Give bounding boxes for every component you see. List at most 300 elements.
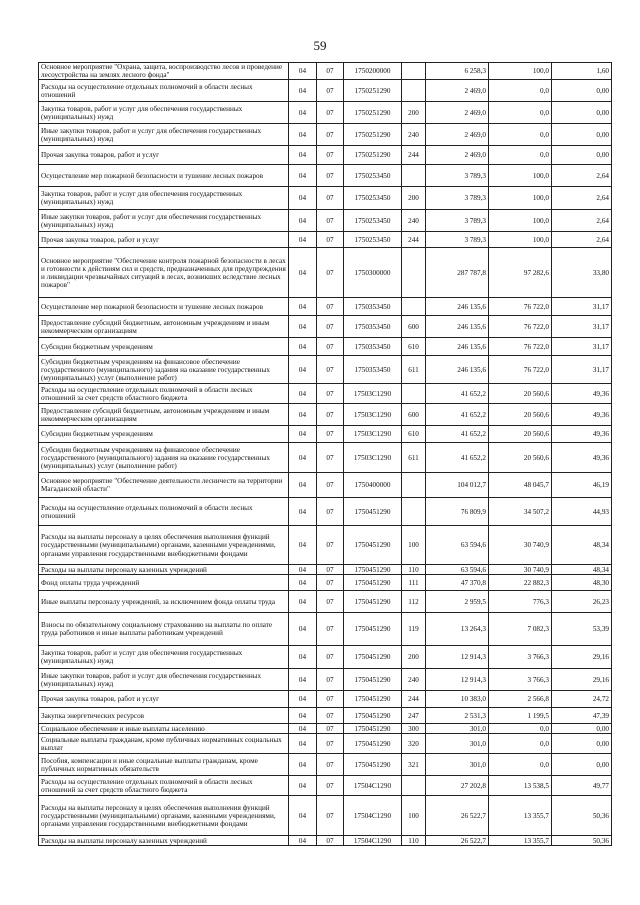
- row-section: 04: [289, 232, 317, 248]
- row-name: Прочая закупка товаров, работ и услуг: [39, 146, 289, 165]
- row-target-article: 17503С1290: [344, 404, 402, 426]
- row-planned-amount: 10 383,0: [426, 691, 489, 708]
- row-target-article: 1750353450: [344, 298, 402, 316]
- row-execution-percent: 31,17: [552, 316, 612, 338]
- row-expense-type: 100: [402, 796, 426, 836]
- row-target-article: 1750451290: [344, 613, 402, 646]
- row-planned-amount: 6 258,3: [426, 63, 489, 80]
- row-name: Субсидии бюджетным учреждениям: [39, 426, 289, 443]
- row-actual-amount: 100,0: [489, 210, 552, 232]
- row-actual-amount: 100,0: [489, 187, 552, 210]
- row-execution-percent: 1,60: [552, 63, 612, 80]
- table-row: [39, 724, 612, 734]
- row-actual-amount: 76 722,0: [489, 316, 552, 338]
- row-planned-amount: 2 469,0: [426, 124, 489, 146]
- row-expense-type: 240: [402, 124, 426, 146]
- row-name: Иные закупки товаров, работ и услуг для обеспечения государственных (муниципальных) нужд: [39, 210, 289, 232]
- row-execution-percent: 33,80: [552, 248, 612, 298]
- table-row: [39, 498, 612, 526]
- row-target-article: 1750451290: [344, 734, 402, 754]
- row-target-article: 17504С1290: [344, 796, 402, 836]
- row-actual-amount: 2 566,8: [489, 691, 552, 708]
- row-planned-amount: 41 652,2: [426, 384, 489, 404]
- row-subsection: 07: [317, 232, 344, 248]
- row-execution-percent: 0,00: [552, 124, 612, 146]
- row-name: Расходы на выплаты персоналу в целях обеспечения выполнения функций государственными (муниципальными) органами, казенными учреждениями, органами управления государственными внебюджетными фондами: [39, 526, 289, 565]
- row-execution-percent: 0,00: [552, 734, 612, 754]
- row-target-article: 1750253450: [344, 165, 402, 187]
- row-section: 04: [289, 575, 317, 591]
- row-subsection: 07: [317, 165, 344, 187]
- table-row: [39, 591, 612, 613]
- row-execution-percent: 49,36: [552, 404, 612, 426]
- row-name: Основное мероприятие "Обеспечение деятельности лесничеств на территории Магаданской области": [39, 473, 289, 498]
- row-planned-amount: 63 594,6: [426, 526, 489, 565]
- row-section: 04: [289, 384, 317, 404]
- row-execution-percent: 49,77: [552, 776, 612, 796]
- row-expense-type: [402, 776, 426, 796]
- row-actual-amount: 20 560,6: [489, 426, 552, 443]
- budget-table-body: [39, 63, 612, 846]
- row-target-article: 1750451290: [344, 691, 402, 708]
- row-name: Расходы на осуществление отдельных полномочий в области лесных отношений за счет средств областного бюджета: [39, 776, 289, 796]
- row-expense-type: 200: [402, 646, 426, 669]
- row-expense-type: 100: [402, 526, 426, 565]
- row-execution-percent: 48,34: [552, 565, 612, 575]
- row-section: 04: [289, 165, 317, 187]
- row-section: 04: [289, 298, 317, 316]
- row-section: 04: [289, 210, 317, 232]
- table-row: [39, 124, 612, 146]
- table-row: [39, 248, 612, 298]
- row-planned-amount: 47 370,8: [426, 575, 489, 591]
- table-row: [39, 165, 612, 187]
- row-subsection: 07: [317, 473, 344, 498]
- row-expense-type: [402, 80, 426, 102]
- row-execution-percent: 44,93: [552, 498, 612, 526]
- row-expense-type: [402, 473, 426, 498]
- row-planned-amount: 301,0: [426, 734, 489, 754]
- row-section: 04: [289, 498, 317, 526]
- row-actual-amount: 22 882,3: [489, 575, 552, 591]
- row-name: Взносы по обязательному социальному страхованию на выплаты по оплате труда работников и иные выплаты работникам учреждений: [39, 613, 289, 646]
- row-subsection: 07: [317, 124, 344, 146]
- row-planned-amount: 287 787,8: [426, 248, 489, 298]
- row-actual-amount: 100,0: [489, 232, 552, 248]
- row-actual-amount: 0,0: [489, 102, 552, 124]
- row-planned-amount: 13 264,3: [426, 613, 489, 646]
- row-planned-amount: 3 789,3: [426, 187, 489, 210]
- row-name: Расходы на выплаты персоналу казенных учреждений: [39, 565, 289, 575]
- row-target-article: 1750400000: [344, 473, 402, 498]
- row-execution-percent: 31,17: [552, 356, 612, 384]
- row-subsection: 07: [317, 80, 344, 102]
- row-planned-amount: 3 789,3: [426, 165, 489, 187]
- row-name: Расходы на осуществление отдельных полномочий в области лесных отношений за счет средств областного бюджета: [39, 384, 289, 404]
- table-row: [39, 404, 612, 426]
- row-subsection: 07: [317, 146, 344, 165]
- row-actual-amount: 0,0: [489, 754, 552, 776]
- row-expense-type: 600: [402, 316, 426, 338]
- row-execution-percent: 50,36: [552, 796, 612, 836]
- row-section: 04: [289, 754, 317, 776]
- row-section: 04: [289, 80, 317, 102]
- row-execution-percent: 2,64: [552, 165, 612, 187]
- row-execution-percent: 31,17: [552, 298, 612, 316]
- row-subsection: 07: [317, 102, 344, 124]
- row-name: Основное мероприятие "Обеспечение контроля пожарной безопасности в лесах и готовности к действиям сил и средств, предназначенных для предупреждения и ликвидации чрезвычайных ситуаций в лесах, возникших вследствие лесных пожаров": [39, 248, 289, 298]
- table-row: [39, 691, 612, 708]
- row-expense-type: 240: [402, 210, 426, 232]
- row-expense-type: 110: [402, 836, 426, 846]
- row-expense-type: [402, 165, 426, 187]
- row-name: Осуществление мер пожарной безопасности и тушение лесных пожаров: [39, 165, 289, 187]
- row-target-article: 1750451290: [344, 575, 402, 591]
- row-section: 04: [289, 338, 317, 356]
- row-actual-amount: 76 722,0: [489, 356, 552, 384]
- row-subsection: 07: [317, 669, 344, 691]
- table-row: [39, 187, 612, 210]
- row-actual-amount: 34 507,2: [489, 498, 552, 526]
- row-name: Социальное обеспечение и иные выплаты населению: [39, 724, 289, 734]
- row-execution-percent: 50,36: [552, 836, 612, 846]
- row-expense-type: 320: [402, 734, 426, 754]
- row-subsection: 07: [317, 187, 344, 210]
- row-expense-type: 119: [402, 613, 426, 646]
- row-actual-amount: 776,3: [489, 591, 552, 613]
- row-actual-amount: 20 560,6: [489, 404, 552, 426]
- row-section: 04: [289, 646, 317, 669]
- table-row: [39, 210, 612, 232]
- row-target-article: 17503С1290: [344, 384, 402, 404]
- table-row: [39, 646, 612, 669]
- row-subsection: 07: [317, 356, 344, 384]
- row-planned-amount: 301,0: [426, 754, 489, 776]
- row-section: 04: [289, 146, 317, 165]
- row-expense-type: 244: [402, 691, 426, 708]
- row-subsection: 07: [317, 426, 344, 443]
- row-section: 04: [289, 724, 317, 734]
- row-section: 04: [289, 669, 317, 691]
- row-target-article: 1750251290: [344, 102, 402, 124]
- row-execution-percent: 0,00: [552, 80, 612, 102]
- row-planned-amount: 2 469,0: [426, 146, 489, 165]
- row-expense-type: 112: [402, 591, 426, 613]
- row-actual-amount: 30 740,9: [489, 565, 552, 575]
- row-actual-amount: 13 538,5: [489, 776, 552, 796]
- row-planned-amount: 76 809,9: [426, 498, 489, 526]
- row-expense-type: 321: [402, 754, 426, 776]
- row-section: 04: [289, 102, 317, 124]
- row-subsection: 07: [317, 338, 344, 356]
- row-actual-amount: 48 045,7: [489, 473, 552, 498]
- row-actual-amount: 97 282,6: [489, 248, 552, 298]
- row-section: 04: [289, 187, 317, 210]
- row-name: Закупка товаров, работ и услуг для обеспечения государственных (муниципальных) нужд: [39, 102, 289, 124]
- row-execution-percent: 2,64: [552, 187, 612, 210]
- row-execution-percent: 53,39: [552, 613, 612, 646]
- row-planned-amount: 246 135,6: [426, 338, 489, 356]
- row-actual-amount: 0,0: [489, 734, 552, 754]
- row-section: 04: [289, 356, 317, 384]
- table-row: [39, 384, 612, 404]
- row-section: 04: [289, 776, 317, 796]
- row-planned-amount: 26 522,7: [426, 836, 489, 846]
- row-expense-type: 600: [402, 404, 426, 426]
- row-execution-percent: 26,23: [552, 591, 612, 613]
- row-name: Субсидии бюджетным учреждениям: [39, 338, 289, 356]
- table-row: [39, 613, 612, 646]
- row-planned-amount: 26 522,7: [426, 796, 489, 836]
- row-subsection: 07: [317, 298, 344, 316]
- row-expense-type: 111: [402, 575, 426, 591]
- row-actual-amount: 20 560,6: [489, 384, 552, 404]
- row-name: Фонд оплаты труда учреждений: [39, 575, 289, 591]
- row-subsection: 07: [317, 708, 344, 724]
- row-subsection: 07: [317, 646, 344, 669]
- row-execution-percent: 24,72: [552, 691, 612, 708]
- row-name: Закупка товаров, работ и услуг для обеспечения государственных (муниципальных) нужд: [39, 646, 289, 669]
- row-section: 04: [289, 565, 317, 575]
- row-actual-amount: 1 199,5: [489, 708, 552, 724]
- row-subsection: 07: [317, 691, 344, 708]
- row-target-article: 1750253450: [344, 232, 402, 248]
- row-actual-amount: 0,0: [489, 80, 552, 102]
- row-planned-amount: 41 652,2: [426, 426, 489, 443]
- row-section: 04: [289, 443, 317, 473]
- table-row: [39, 316, 612, 338]
- row-actual-amount: 30 740,9: [489, 526, 552, 565]
- row-actual-amount: 100,0: [489, 165, 552, 187]
- row-expense-type: 300: [402, 724, 426, 734]
- row-target-article: 1750451290: [344, 498, 402, 526]
- row-planned-amount: 301,0: [426, 724, 489, 734]
- row-subsection: 07: [317, 776, 344, 796]
- row-target-article: 1750300000: [344, 248, 402, 298]
- row-execution-percent: 2,64: [552, 210, 612, 232]
- table-row: [39, 836, 612, 846]
- row-target-article: 1750451290: [344, 724, 402, 734]
- table-row: [39, 232, 612, 248]
- row-target-article: 1750451290: [344, 591, 402, 613]
- row-name: Расходы на осуществление отдельных полномочий в области лесных отношений: [39, 80, 289, 102]
- table-row: [39, 102, 612, 124]
- row-target-article: 1750451290: [344, 754, 402, 776]
- row-target-article: 17504С1290: [344, 776, 402, 796]
- row-subsection: 07: [317, 316, 344, 338]
- row-name: Предоставление субсидий бюджетным, автономным учреждениям и иным некоммерческим организациям: [39, 404, 289, 426]
- row-execution-percent: 29,16: [552, 646, 612, 669]
- row-target-article: 1750253450: [344, 187, 402, 210]
- table-row: [39, 63, 612, 80]
- row-section: 04: [289, 473, 317, 498]
- row-expense-type: [402, 298, 426, 316]
- row-expense-type: 611: [402, 356, 426, 384]
- row-target-article: 1750451290: [344, 669, 402, 691]
- row-section: 04: [289, 63, 317, 80]
- row-name: Социальные выплаты гражданам, кроме публичных нормативных социальных выплат: [39, 734, 289, 754]
- row-expense-type: 200: [402, 102, 426, 124]
- row-subsection: 07: [317, 443, 344, 473]
- row-expense-type: 611: [402, 443, 426, 473]
- row-expense-type: [402, 498, 426, 526]
- row-planned-amount: 41 652,2: [426, 443, 489, 473]
- row-planned-amount: 41 652,2: [426, 404, 489, 426]
- table-row: [39, 356, 612, 384]
- row-execution-percent: 46,19: [552, 473, 612, 498]
- row-target-article: 1750253450: [344, 210, 402, 232]
- row-expense-type: [402, 384, 426, 404]
- row-planned-amount: 2 469,0: [426, 80, 489, 102]
- row-name: Субсидии бюджетным учреждениям на финансовое обеспечение государственного (муниципального) задания на оказание государственных (муниципальных) услуг (выполнение работ): [39, 443, 289, 473]
- row-subsection: 07: [317, 248, 344, 298]
- table-row: [39, 776, 612, 796]
- table-row: [39, 754, 612, 776]
- row-target-article: 17504С1290: [344, 836, 402, 846]
- row-actual-amount: 0,0: [489, 724, 552, 734]
- row-name: Осуществление мер пожарной безопасности и тушение лесных пожаров: [39, 298, 289, 316]
- row-planned-amount: 63 594,6: [426, 565, 489, 575]
- row-actual-amount: 0,0: [489, 146, 552, 165]
- row-name: Прочая закупка товаров, работ и услуг: [39, 232, 289, 248]
- table-row: [39, 443, 612, 473]
- row-planned-amount: 104 012,7: [426, 473, 489, 498]
- row-execution-percent: 2,64: [552, 232, 612, 248]
- row-actual-amount: 76 722,0: [489, 338, 552, 356]
- table-row: [39, 298, 612, 316]
- row-execution-percent: 0,00: [552, 724, 612, 734]
- row-subsection: 07: [317, 526, 344, 565]
- row-section: 04: [289, 691, 317, 708]
- row-name: Субсидии бюджетным учреждениям на финансовое обеспечение государственного (муниципального) задания на оказание государственных (муниципальных) услуг (выполнение работ): [39, 356, 289, 384]
- row-name: Расходы на выплаты персоналу казенных учреждений: [39, 836, 289, 846]
- row-subsection: 07: [317, 384, 344, 404]
- row-planned-amount: 3 789,3: [426, 210, 489, 232]
- row-section: 04: [289, 734, 317, 754]
- row-target-article: 1750451290: [344, 526, 402, 565]
- row-target-article: 1750251290: [344, 146, 402, 165]
- row-actual-amount: 20 560,6: [489, 443, 552, 473]
- row-name: Расходы на осуществление отдельных полномочий в области лесных отношений: [39, 498, 289, 526]
- row-execution-percent: 47,39: [552, 708, 612, 724]
- row-subsection: 07: [317, 613, 344, 646]
- row-execution-percent: 49,36: [552, 426, 612, 443]
- table-row: [39, 526, 612, 565]
- table-row: [39, 575, 612, 591]
- row-planned-amount: 2 469,0: [426, 102, 489, 124]
- row-expense-type: 240: [402, 669, 426, 691]
- row-actual-amount: 7 082,3: [489, 613, 552, 646]
- row-subsection: 07: [317, 754, 344, 776]
- row-expense-type: 610: [402, 338, 426, 356]
- row-target-article: 1750451290: [344, 708, 402, 724]
- row-name: Иные закупки товаров, работ и услуг для обеспечения государственных (муниципальных) нужд: [39, 124, 289, 146]
- row-name: Основное мероприятие "Охрана, защита, воспроизводство лесов и проведение лесоустройства на землях лесного фонда": [39, 63, 289, 80]
- row-target-article: 17503С1290: [344, 426, 402, 443]
- table-row: [39, 426, 612, 443]
- row-expense-type: 244: [402, 146, 426, 165]
- row-expense-type: 247: [402, 708, 426, 724]
- row-name: Иные закупки товаров, работ и услуг для обеспечения государственных (муниципальных) нужд: [39, 669, 289, 691]
- row-subsection: 07: [317, 498, 344, 526]
- row-execution-percent: 0,00: [552, 102, 612, 124]
- table-row: [39, 796, 612, 836]
- row-name: Закупка энергетических ресурсов: [39, 708, 289, 724]
- row-planned-amount: 246 135,6: [426, 356, 489, 384]
- row-expense-type: 110: [402, 565, 426, 575]
- row-target-article: 1750353450: [344, 316, 402, 338]
- budget-table: [38, 62, 612, 846]
- row-section: 04: [289, 248, 317, 298]
- row-actual-amount: 13 355,7: [489, 836, 552, 846]
- row-actual-amount: 76 722,0: [489, 298, 552, 316]
- row-actual-amount: 3 766,3: [489, 646, 552, 669]
- table-row: [39, 473, 612, 498]
- row-actual-amount: 0,0: [489, 124, 552, 146]
- row-execution-percent: 48,34: [552, 526, 612, 565]
- row-expense-type: 200: [402, 187, 426, 210]
- row-execution-percent: 49,36: [552, 443, 612, 473]
- row-planned-amount: 27 202,8: [426, 776, 489, 796]
- row-actual-amount: 13 355,7: [489, 796, 552, 836]
- row-target-article: 1750251290: [344, 80, 402, 102]
- row-expense-type: 610: [402, 426, 426, 443]
- row-section: 04: [289, 426, 317, 443]
- page-number: 59: [313, 38, 327, 53]
- row-target-article: 1750451290: [344, 565, 402, 575]
- row-actual-amount: 100,0: [489, 63, 552, 80]
- row-name: Прочая закупка товаров, работ и услуг: [39, 691, 289, 708]
- row-expense-type: 244: [402, 232, 426, 248]
- row-section: 04: [289, 708, 317, 724]
- row-section: 04: [289, 613, 317, 646]
- row-subsection: 07: [317, 210, 344, 232]
- row-actual-amount: 3 766,3: [489, 669, 552, 691]
- table-row: [39, 669, 612, 691]
- row-planned-amount: 246 135,6: [426, 316, 489, 338]
- row-subsection: 07: [317, 836, 344, 846]
- table-row: [39, 338, 612, 356]
- row-target-article: 1750353450: [344, 356, 402, 384]
- row-execution-percent: 0,00: [552, 146, 612, 165]
- row-planned-amount: 12 914,3: [426, 646, 489, 669]
- row-subsection: 07: [317, 404, 344, 426]
- row-subsection: 07: [317, 734, 344, 754]
- row-execution-percent: 0,00: [552, 754, 612, 776]
- row-name: Иные выплаты персоналу учреждений, за исключением фонда оплаты труда: [39, 591, 289, 613]
- row-target-article: 1750251290: [344, 124, 402, 146]
- table-row: [39, 734, 612, 754]
- row-planned-amount: 246 135,6: [426, 298, 489, 316]
- row-section: 04: [289, 404, 317, 426]
- row-subsection: 07: [317, 796, 344, 836]
- row-subsection: 07: [317, 591, 344, 613]
- row-execution-percent: 31,17: [552, 338, 612, 356]
- row-execution-percent: 48,30: [552, 575, 612, 591]
- row-planned-amount: 2 531,3: [426, 708, 489, 724]
- row-name: Предоставление субсидий бюджетным, автономным учреждениям и иным некоммерческим организациям: [39, 316, 289, 338]
- row-execution-percent: 29,16: [552, 669, 612, 691]
- table-row: [39, 146, 612, 165]
- row-subsection: 07: [317, 724, 344, 734]
- row-section: 04: [289, 316, 317, 338]
- row-planned-amount: 3 789,3: [426, 232, 489, 248]
- row-expense-type: [402, 63, 426, 80]
- row-section: 04: [289, 591, 317, 613]
- row-target-article: 17503С1290: [344, 443, 402, 473]
- row-name: Расходы на выплаты персоналу в целях обеспечения выполнения функций государственными (муниципальными) органами, казенными учреждениями, органами управления государственными внебюджетными фондами: [39, 796, 289, 836]
- row-expense-type: [402, 248, 426, 298]
